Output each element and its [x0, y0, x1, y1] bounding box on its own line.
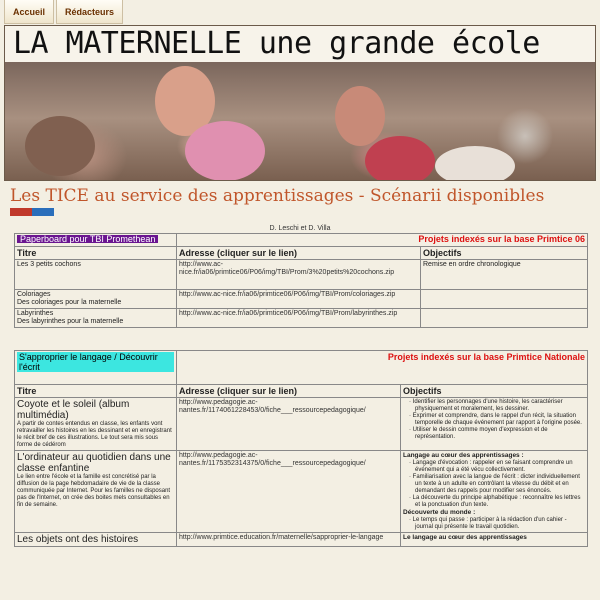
row-url-link[interactable]: http://www.pedagogie.ac-nantes.fr/1175352314375/0/fiche___ressourcepedagogique/	[177, 451, 401, 533]
objective-item: · Le temps qui passe : participer à la rédaction d'un cahier - journal qui présente le travail quotidien.	[409, 517, 567, 530]
project-link[interactable]: Projets indexés sur la base Primtice 06	[177, 234, 588, 247]
share-badge-icon[interactable]	[10, 208, 32, 216]
share-badge-icon[interactable]	[32, 208, 54, 216]
row-title: Les 3 petits cochons	[15, 260, 177, 290]
child-figure	[185, 121, 265, 181]
page-title: Les TICE au service des apprentissages - Scénarii disponibles	[10, 186, 545, 206]
row-subtitle: Des labyrinthes pour la maternelle	[17, 318, 124, 325]
banner-image	[4, 25, 596, 181]
row-title: Coloriages	[17, 291, 51, 298]
row-title: Coyote et le soleil (album multimédia)	[17, 399, 130, 421]
column-header: Adresse (cliquer sur le lien)	[177, 247, 421, 260]
row-objective: Remise en ordre chronologique	[421, 260, 588, 290]
table-row	[15, 533, 588, 547]
row-title: L'ordinateur au quotidien dans une classe enfantine	[17, 452, 171, 474]
table-langage	[14, 350, 588, 547]
row-url-link[interactable]: http://www.primtice.education.fr/maternelle/sapproprier-le-langage	[177, 533, 401, 547]
objective-item: · Familiarisation avec la langue de l'écrit : dicter individuellement un texte à un adulte en contrôlant la vitesse du débit et en demandant des rappels pour modifier ses énoncés.	[409, 474, 580, 494]
project-link[interactable]: Projets indexés sur la base Primtice Nationale	[177, 351, 588, 385]
objective-item: · Exprimer et comprendre, dans le rappel d'un récit, la situation temporelle de chaque événement par rapport à l'origine posée.	[409, 413, 582, 426]
objective-heading: Langage au cœur des apprentissages :	[403, 452, 524, 459]
authors: D. Leschi et D. Villa	[269, 225, 331, 232]
row-title: Les objets ont des histoires	[17, 534, 139, 545]
column-header: Adresse (cliquer sur le lien)	[177, 385, 401, 398]
section-label: Paperboard pour TBI Promethean	[17, 235, 158, 243]
objective-item: · Identifier les personnages d'une histoire, les caractériser physiquement et moralement, les dessiner.	[409, 399, 563, 412]
top-nav	[4, 0, 125, 24]
table-row	[15, 260, 588, 290]
objective-item: · Langage d'évocation : rappeler en se faisant comprendre un événement qui a été vécu collectivement.	[409, 460, 573, 473]
row-url-link[interactable]: http://www.ac-nice.fr/ia06/primtice06/P06/img/TBI/Prom/coloriages.zip	[177, 290, 421, 309]
nav-editors-button[interactable]: Rédacteurs	[56, 0, 123, 24]
row-url-link[interactable]: http://www.ac-nice.fr/ia06/primtice06/P06/img/TBI/Prom/labyrinthes.zip	[177, 309, 421, 328]
site-title: LA MATERNELLE une grande école	[13, 26, 540, 61]
section-label: S'approprier le langage / Découvrir l'écrit	[17, 352, 174, 372]
child-figure	[25, 116, 95, 176]
column-header: Objectifs	[401, 385, 588, 398]
child-figure	[365, 136, 435, 181]
row-description: A partir de contes entendus en classe, les enfants vont retravailler les histoires en les dessinant et en enregistrant le récit bref de ces illustrations. Le tout sera mis sous forme de cédérom	[17, 421, 172, 448]
table-row	[15, 451, 588, 533]
table-paperboard	[14, 233, 588, 328]
nav-home-button[interactable]: Accueil	[4, 0, 54, 24]
column-header: Titre	[15, 385, 177, 398]
row-subtitle: Des coloriages pour la maternelle	[17, 299, 122, 306]
row-title: Labyrinthes	[17, 310, 54, 317]
table-row	[15, 290, 588, 309]
objective-item: · La découverte du principe alphabétique : reconnaître les lettres et la ponctuation d'un texte.	[409, 495, 581, 508]
row-url-link[interactable]: http://www.pedagogie.ac-nantes.fr/1174061228453/0/fiche___ressourcepedagogique/	[177, 398, 401, 451]
objective-heading: Découverte du monde :	[403, 509, 476, 516]
table-row	[15, 309, 588, 328]
column-header: Titre	[15, 247, 177, 260]
column-header: Objectifs	[421, 247, 588, 260]
objective-item: · Utiliser le dessin comme moyen d'expression et de représentation.	[409, 427, 548, 440]
row-description: Le lien entre l'école et la famille est concrétisé par la diffusion de la page hebdomadaire de vie de la classe communiquée par Internet. Pour les familles ne disposant pas de l'Internet, on crée des boites mels consultables en fin de semaine.	[17, 474, 171, 508]
row-objective	[421, 290, 588, 309]
objective-heading: Le langage au cœur des apprentissages	[403, 534, 527, 541]
table-shape	[435, 146, 515, 181]
row-objective	[421, 309, 588, 328]
table-row	[15, 398, 588, 451]
child-figure	[335, 86, 385, 146]
row-url-link[interactable]: http://www.ac-nice.fr/ia06/primtice06/P06/img/TBI/Prom/3%20petits%20cochons.zip	[177, 260, 421, 290]
share-badges	[10, 208, 54, 216]
